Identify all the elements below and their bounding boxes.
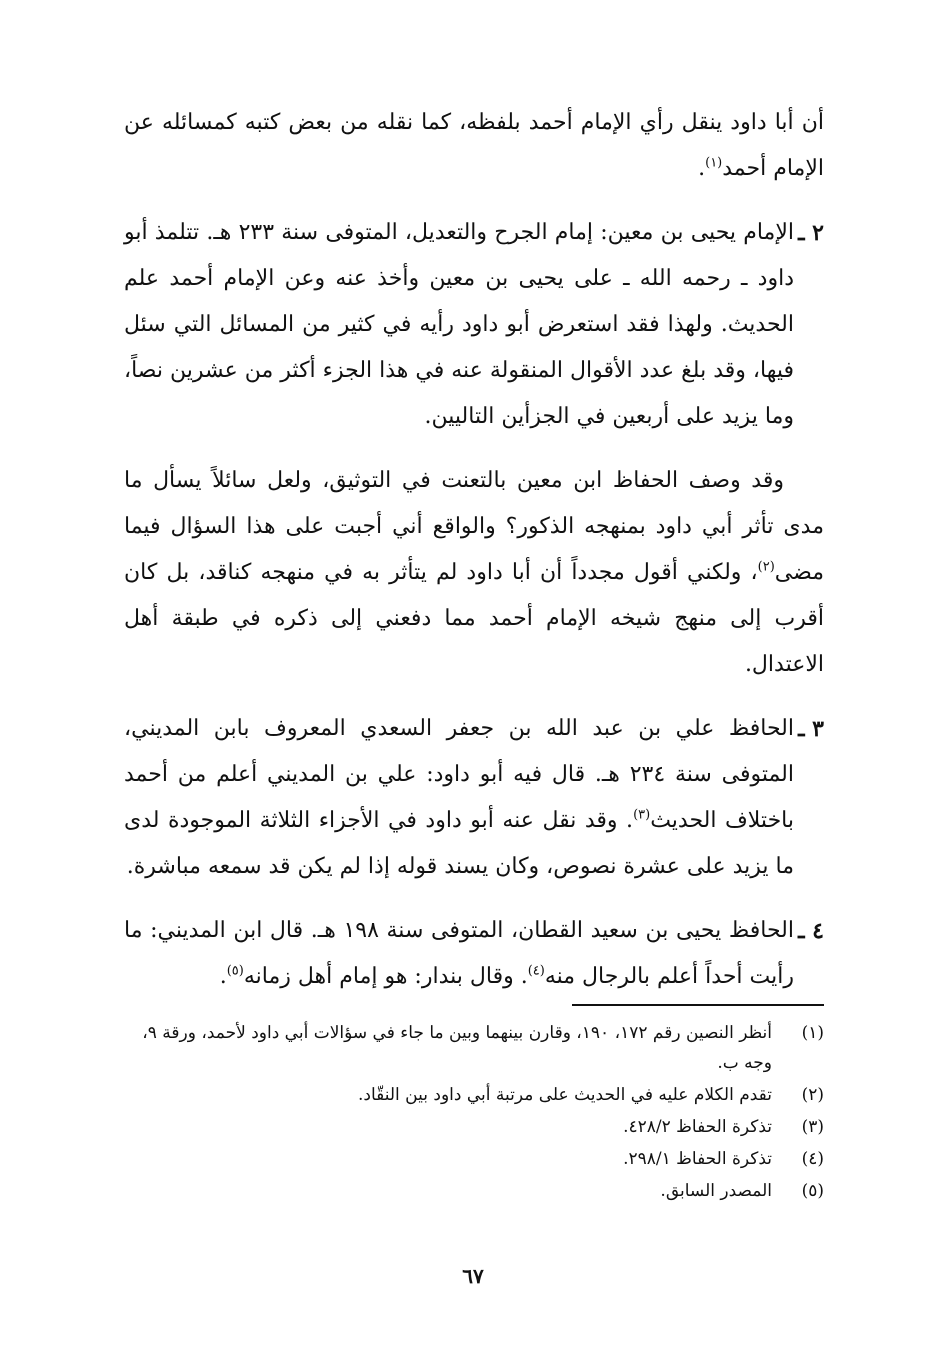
footnote-2 (124, 1080, 824, 1110)
item-text: الحافظ علي بن عبد الله بن جعفر السعدي المعروف بابن المديني، المتوفى سنة ٢٣٤ هـ. قال فيه أبو داود: علي بن المديني أعلم من أحمد باختلاف الحديث (124, 716, 795, 833)
footnote-3 (124, 1112, 824, 1142)
footnote-number: (٥) (801, 1181, 824, 1201)
footnote-separator (572, 1004, 824, 1006)
footnote-text: تذكرة الحفاظ ٤٢٨/٢. (623, 1117, 772, 1137)
paragraph-ibn-maeen (124, 458, 824, 688)
footnote-5 (124, 1176, 824, 1206)
footnote-text: المصدر السابق. (660, 1181, 772, 1201)
footnote-reference-5: (٥) (226, 963, 244, 979)
footnote-number: (٣) (801, 1117, 824, 1137)
paragraph-text: أن أبا داود ينقل رأي الإمام أحمد بلفظه، كما نقله من بعض كتبه كمسائله عن الإمام أحمد (124, 110, 824, 181)
numbered-item-4 (124, 908, 824, 1000)
footnote-reference-3: (٣) (633, 807, 651, 823)
item-text: الحافظ يحيى بن سعيد القطان، المتوفى سنة ١٩٨ هـ. قال ابن المديني: ما رأيت أحداً أعلم بالرجال منه (124, 918, 794, 989)
footnote-text: تقدم الكلام عليه في الحديث على مرتبة أبي داود بين النقّاد. (357, 1085, 772, 1105)
footnote-reference-2: (٢) (757, 559, 775, 575)
item-number: ٢ ـ (798, 220, 824, 246)
item-text: . (219, 964, 227, 989)
paragraph-continuation (124, 100, 824, 192)
footnote-1 (124, 1018, 824, 1078)
footnote-4 (124, 1144, 824, 1174)
numbered-item-2 (124, 210, 824, 440)
item-number: ٤ ـ (798, 918, 824, 944)
footnote-text: تذكرة الحفاظ ٢٩٨/١. (623, 1149, 772, 1169)
item-text: . وقد نقل عنه أبو داود في الأجزاء الثلاثة الموجودة لدى ما يزيد على عشرة نصوص، وكان يسند قوله إذا لم يكن قد سمعه مباشرة. (124, 808, 794, 879)
item-text: . وقال بندار: هو إمام أهل زمانه (243, 964, 528, 989)
item-number: ٣ ـ (798, 716, 824, 742)
main-text (124, 100, 824, 1000)
item-text: الإمام يحيى بن معين: إمام الجرح والتعديل، المتوفى سنة ٢٣٣ هـ. تتلمذ أبو داود ـ رحمه الله ـ على يحيى بن معين وأخذ عنه وعن الإمام أحمد علم الحديث. ولهذا فقد استعرض أبو داود رأيه في كثير من المسائل التي سئل فيها، وقد بلغ عدد الأقوال المنقولة عنه في هذا الجزء أكثر من عشرين نصاً، وما يزيد على أربعين في الجزأين التاليين. (124, 220, 794, 429)
numbered-item-3 (124, 706, 824, 890)
footnote-reference-4: (٤) (527, 963, 545, 979)
footnotes (124, 1018, 824, 1208)
paragraph-text: وقد وصف الحفاظ ابن معين بالتعنت في التوثيق، ولعل سائلاً يسأل ما مدى تأثر أبي داود بمنهجه الذكور؟ والواقع أني أجبت على هذا السؤال فيما مضى (124, 468, 824, 585)
footnote-text: أنظر النصين رقم ١٧٢، ١٩٠، وقارن بينهما وبين ما جاء في سؤالات أبي داود لأحمد، ورقة ٩، وجه ب. (142, 1023, 772, 1073)
footnote-reference-1: (١) (705, 155, 723, 171)
page-number: ٦٧ (462, 1264, 484, 1288)
footnote-number: (١) (801, 1023, 824, 1043)
footnote-number: (٢) (801, 1085, 824, 1105)
paragraph-end: . (698, 156, 706, 181)
footnote-number: (٤) (801, 1149, 824, 1169)
paragraph-text: ، ولكني أقول مجدداً أن أبا داود لم يتأثر به في منهجه كناقد، بل كان أقرب إلى منهج شيخه الإمام أحمد مما دفعني إلى ذكره في طبقة أهل الاعتدال. (124, 560, 824, 677)
